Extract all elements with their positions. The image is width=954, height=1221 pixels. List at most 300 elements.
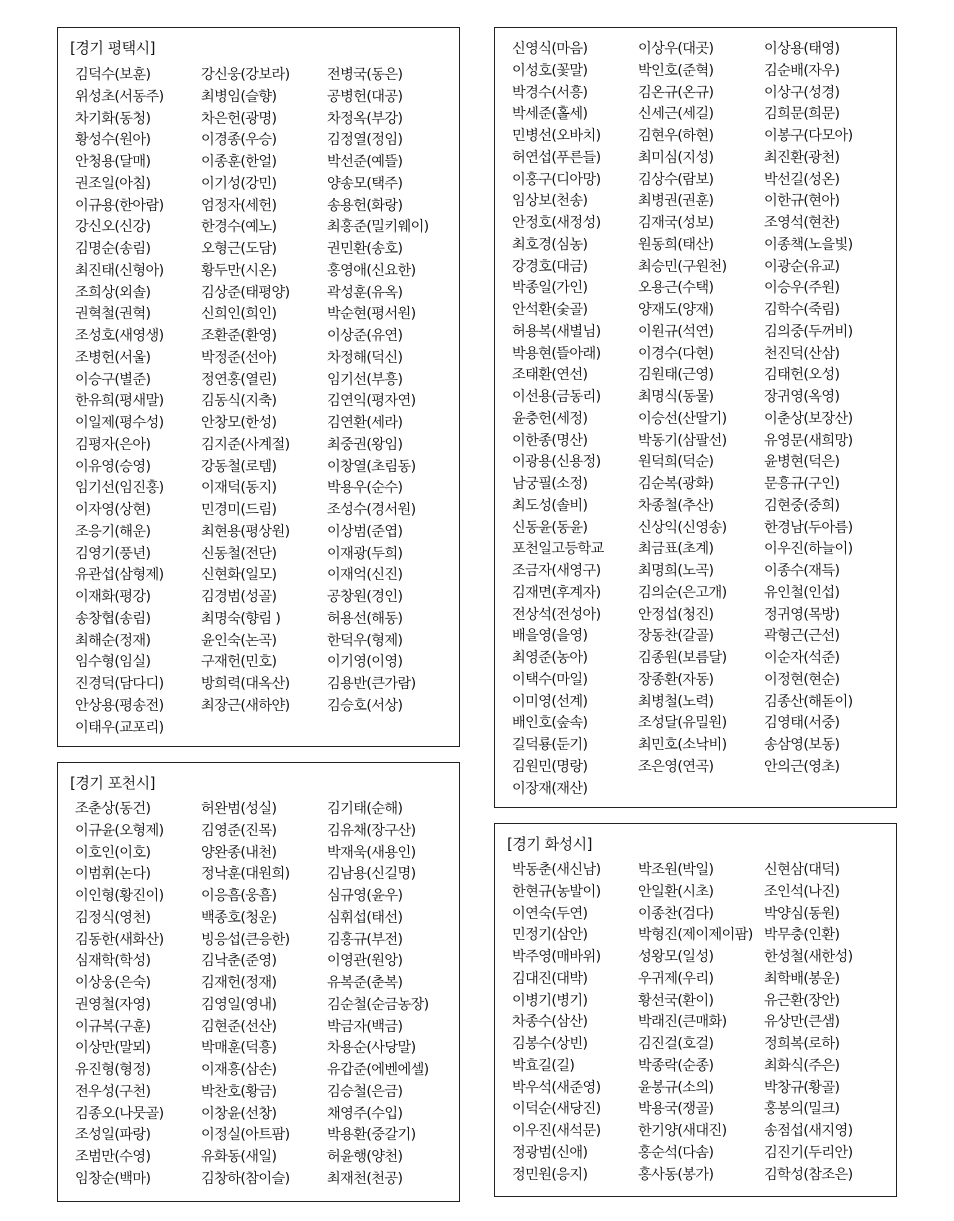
name-entry: 이인형(황진이) <box>75 888 164 904</box>
section-title: [경기 평택시] <box>70 39 155 57</box>
name-entry: 이택수(마일) <box>512 671 588 688</box>
name-entry: 박동기(삼팔선) <box>638 432 727 449</box>
name-entry: 이상만(말뫼) <box>75 1040 151 1057</box>
name-entry: 이자영(상현) <box>75 502 151 518</box>
name-entry: 김기태(순해) <box>327 801 403 817</box>
name-entry: 강경호(대금) <box>512 258 588 275</box>
name-entry: 이영관(원앙) <box>327 953 403 970</box>
name-entry: 이기성(강민) <box>201 175 277 192</box>
name-entry: 우귀제(우리) <box>638 970 714 987</box>
name-entry: 박주영(매바위) <box>512 949 601 965</box>
name-entry: 조병헌(서울) <box>75 349 151 366</box>
name-entry: 박인호(준혁) <box>638 62 714 79</box>
name-entry: 한유희(평새말) <box>75 393 164 410</box>
name-entry: 심재학(학성) <box>75 953 151 970</box>
name-entry: 심휘섭(태선) <box>327 909 403 926</box>
name-entry: 허완범(성실) <box>201 801 277 817</box>
name-entry: 허용선(해동) <box>327 610 403 627</box>
name-list <box>512 39 890 800</box>
name-entry: 김평자(은아) <box>75 436 151 453</box>
name-entry: 김종원(보름달) <box>638 650 727 666</box>
name-entry: 김순철(순금농장) <box>327 996 429 1013</box>
section-gyeonggi-pyeongtaek <box>57 27 460 747</box>
name-entry: 박래진(큰매화) <box>638 1014 727 1031</box>
name-entry: 김창하(참이슬) <box>201 1170 290 1187</box>
section-continued-list <box>494 27 897 808</box>
name-entry: 송삼영(보동) <box>764 737 840 753</box>
name-entry: 박조원(박일) <box>638 862 714 878</box>
name-entry: 이범휘(논다) <box>75 866 151 883</box>
name-entry: 김현우(하현) <box>638 128 714 144</box>
name-entry: 유관섭(삼형제) <box>75 567 164 584</box>
name-entry: 이재흥(삼손) <box>201 1062 277 1078</box>
name-entry: 엄정자(세헌) <box>201 197 277 214</box>
name-entry: 빙응섭(큰응한) <box>201 931 290 948</box>
name-list <box>512 860 890 1186</box>
name-entry: 김학성(참조은) <box>764 1166 853 1183</box>
name-entry: 최중권(왕임) <box>327 436 403 453</box>
name-entry: 최진태(신형아) <box>75 262 164 279</box>
name-entry: 차종수(삼산) <box>512 1014 588 1031</box>
name-entry: 조응기(해운) <box>75 523 151 540</box>
name-entry: 신희인(희인) <box>201 306 277 323</box>
name-entry: 김영일(영내) <box>201 996 277 1013</box>
name-entry: 이상범(준엽) <box>327 523 403 540</box>
name-entry: 김정열(정임) <box>327 132 403 149</box>
name-entry: 조태환(연선) <box>512 367 588 384</box>
name-entry: 신세근(세길) <box>638 106 714 123</box>
name-entry: 이한규(현아) <box>764 193 840 210</box>
name-entry: 김승철(은금) <box>327 1083 403 1100</box>
name-entry: 김남용(신길명) <box>327 866 416 883</box>
name-entry: 김영준(진목) <box>201 822 277 839</box>
name-entry: 최명식(동물) <box>638 389 714 405</box>
name-entry: 신현삼(대덕) <box>764 862 840 878</box>
name-entry: 김진기(두리안) <box>764 1144 853 1161</box>
name-entry: 문흥규(구인) <box>764 476 840 492</box>
name-entry: 신동윤(동윤) <box>512 519 588 536</box>
section-title: [경기 포천시] <box>70 774 155 792</box>
name-entry: 조성달(유밀원) <box>638 715 727 732</box>
name-entry: 양재도(양재) <box>638 302 714 318</box>
name-entry: 이정실(아트팜) <box>201 1127 290 1144</box>
name-entry: 권조일(아침) <box>75 175 151 192</box>
name-entry: 정희복(로하) <box>764 1036 840 1052</box>
name-entry: 조성일(파랑) <box>75 1127 151 1144</box>
name-entry: 전우성(구천) <box>75 1083 151 1100</box>
name-entry: 이재억(신진) <box>327 567 403 584</box>
name-entry: 배을영(을영) <box>512 628 588 645</box>
name-entry: 김유채(장구산) <box>327 822 416 839</box>
name-entry: 박재욱(새용인) <box>327 844 416 861</box>
name-entry: 채영주(수입) <box>327 1105 403 1122</box>
name-entry: 정광범(신애) <box>512 1144 588 1161</box>
name-entry: 최병철(노력) <box>638 693 714 710</box>
name-entry: 민정기(삼안) <box>512 927 588 944</box>
name-entry: 김연익(평자연) <box>327 393 416 410</box>
name-entry: 박용환(중갈기) <box>327 1127 416 1144</box>
name-entry: 유상만(큰샘) <box>764 1014 840 1031</box>
name-entry: 이종책(노을빛) <box>764 236 853 253</box>
name-entry: 박무충(인환) <box>764 927 840 944</box>
name-entry: 최영준(농아) <box>512 650 588 666</box>
name-entry: 신동철(전단) <box>201 545 277 562</box>
name-entry: 박경수(서흥) <box>512 84 588 101</box>
name-entry: 김종산(해돋이) <box>764 693 853 710</box>
name-entry: 송창협(송림) <box>75 610 151 627</box>
name-entry: 방희력(대옥산) <box>201 676 290 692</box>
name-entry: 윤봉규(소의) <box>638 1079 714 1096</box>
name-entry: 이상우(대곳) <box>638 41 714 57</box>
name-entry: 윤충헌(세정) <box>512 410 588 427</box>
name-entry: 민경미(드림) <box>201 502 277 518</box>
name-entry: 배인호(숲속) <box>512 715 588 732</box>
name-entry: 길덕룡(둔기) <box>512 737 588 753</box>
name-entry: 구재헌(민호) <box>201 654 277 671</box>
name-entry: 이병기(병기) <box>512 992 588 1009</box>
name-entry: 원동희(태산) <box>638 236 714 253</box>
name-entry: 김의중(두꺼비) <box>764 323 853 340</box>
name-entry: 곽성훈(유옥) <box>327 284 403 301</box>
name-entry: 정귀영(목방) <box>764 606 840 623</box>
name-entry: 이홍구(디아망) <box>512 171 601 188</box>
name-entry: 이한종(명산) <box>512 432 588 449</box>
name-entry: 박정준(선아) <box>201 349 277 366</box>
name-entry: 이유영(승영) <box>75 458 151 475</box>
name-entry: 이상용(태영) <box>764 41 840 57</box>
name-entry: 박순현(평서원) <box>327 306 416 323</box>
name-entry: 이응흠(웅흠) <box>201 888 277 904</box>
name-entry: 박용국(쟁골) <box>638 1101 714 1118</box>
name-entry: 이우진(새석문) <box>512 1123 601 1139</box>
name-entry: 홍사동(봉가) <box>638 1166 714 1183</box>
name-entry: 조성호(새영생) <box>75 328 164 344</box>
name-entry: 홍순석(다솜) <box>638 1144 714 1161</box>
name-entry: 김동한(새화산) <box>75 931 164 948</box>
name-entry: 박용현(뜰아래) <box>512 345 601 362</box>
name-entry: 최화식(주은) <box>764 1057 840 1074</box>
name-entry: 김의순(은고개) <box>638 584 727 601</box>
name-entry: 이창윤(선창) <box>201 1105 277 1122</box>
name-entry: 최호경(심농) <box>512 236 588 253</box>
name-entry: 남궁필(소정) <box>512 476 588 492</box>
name-entry: 최승민(구원천) <box>638 258 727 275</box>
name-entry: 유인철(인섭) <box>764 584 840 601</box>
name-entry: 허윤행(양천) <box>327 1149 403 1165</box>
name-entry: 김현중(중희) <box>764 497 840 514</box>
name-entry: 포천일고등학교 <box>512 541 604 558</box>
name-entry: 이기영(이영) <box>327 654 403 671</box>
name-entry: 이규윤(오형제) <box>75 822 164 839</box>
name-entry: 최병임(슬향) <box>201 88 277 105</box>
name-entry: 황선국(환이) <box>638 992 714 1009</box>
name-entry: 강동철(로템) <box>201 458 277 475</box>
name-entry: 백종호(청운) <box>201 909 277 926</box>
name-entry: 이원규(석연) <box>638 323 714 340</box>
name-entry: 이성호(꽃말) <box>512 62 588 79</box>
name-entry: 장종환(자동) <box>638 671 714 688</box>
name-entry: 이규용(한아람) <box>75 197 164 214</box>
name-entry: 최현용(평상원) <box>201 523 290 540</box>
name-entry: 성왕모(일성) <box>638 949 714 965</box>
name-entry: 이덕순(새당진) <box>512 1101 601 1118</box>
name-entry: 안창모(한성) <box>201 415 277 431</box>
name-entry: 이창열(초림동) <box>327 458 416 475</box>
name-entry: 이장재(재산) <box>512 780 588 797</box>
name-entry: 박종일(가인) <box>512 280 588 297</box>
name-entry: 최미심(지성) <box>638 149 714 166</box>
name-entry: 허연섭(푸른들) <box>512 149 601 166</box>
name-entry: 김현준(선산) <box>201 1018 277 1035</box>
section-gyeonggi-pocheon <box>57 762 460 1202</box>
name-entry: 이광순(유교) <box>764 258 840 275</box>
name-entry: 이경수(다현) <box>638 345 714 362</box>
name-entry: 강신웅(강보라) <box>201 67 290 83</box>
name-entry: 이재화(평강) <box>75 589 151 605</box>
name-entry: 안석환(숯골) <box>512 302 588 318</box>
name-entry: 조범만(수영) <box>75 1149 151 1165</box>
name-entry: 김원태(근영) <box>638 367 714 384</box>
name-entry: 신상익(신영송) <box>638 519 727 536</box>
name-entry: 권혁철(권혁) <box>75 306 151 323</box>
name-entry: 이규복(구훈) <box>75 1018 151 1035</box>
name-entry: 이재덕(동지) <box>201 480 277 497</box>
name-entry: 전병국(동은) <box>327 67 403 83</box>
name-entry: 오용근(수택) <box>638 280 714 297</box>
name-entry: 김태헌(오성) <box>764 367 840 384</box>
name-entry: 김동식(지축) <box>201 393 277 410</box>
name-entry: 이승구(별준) <box>75 371 151 388</box>
name-entry: 한경수(예노) <box>201 219 277 236</box>
name-entry: 차정옥(부강) <box>327 110 403 127</box>
name-entry: 김정식(영천) <box>75 909 151 926</box>
name-entry: 송점섭(새지영) <box>764 1123 853 1139</box>
name-entry: 송용헌(화랑) <box>327 197 403 214</box>
name-entry: 민병선(오바치) <box>512 128 601 144</box>
name-entry: 김재헌(정재) <box>201 975 277 991</box>
name-entry: 최재천(천공) <box>327 1170 403 1187</box>
name-entry: 이일제(평수성) <box>75 415 164 431</box>
name-entry: 권민환(송호) <box>327 241 403 257</box>
name-entry: 차종철(추산) <box>638 497 714 514</box>
name-entry: 박용우(순수) <box>327 480 403 497</box>
name-entry: 이호인(이호) <box>75 844 151 861</box>
name-entry: 심규영(윤우) <box>327 888 403 904</box>
name-entry: 최명희(노곡) <box>638 563 714 579</box>
name-entry: 이태우(교포리) <box>75 719 164 736</box>
name-entry: 박선준(예뜰) <box>327 154 403 170</box>
name-entry: 공병헌(대공) <box>327 88 403 105</box>
name-list <box>75 65 453 739</box>
name-entry: 김봉수(상빈) <box>512 1036 588 1052</box>
name-entry: 이상구(성경) <box>764 84 840 101</box>
name-entry: 양완종(내천) <box>201 844 277 861</box>
name-entry: 최홍준(밀키웨이) <box>327 219 429 236</box>
name-entry: 이종찬(검다) <box>638 905 714 922</box>
name-entry: 황성수(원아) <box>75 132 151 149</box>
name-entry: 김재국(성보) <box>638 215 714 231</box>
name-entry: 권영철(자영) <box>75 996 151 1013</box>
name-entry: 이상웅(은숙) <box>75 975 151 991</box>
name-entry: 조금자(새영구) <box>512 563 601 579</box>
name-entry: 유근환(장안) <box>764 992 840 1009</box>
name-entry: 안일환(시초) <box>638 883 714 900</box>
name-entry: 이재광(두희) <box>327 545 403 562</box>
name-entry: 이순자(석준) <box>764 650 840 666</box>
name-entry: 이춘상(보장산) <box>764 410 853 427</box>
name-entry: 김연환(세라) <box>327 415 403 431</box>
name-entry: 조환준(환영) <box>201 328 277 344</box>
name-entry: 김희문(희문) <box>764 106 840 123</box>
name-entry: 김명순(송림) <box>75 241 151 257</box>
name-entry: 김경범(성골) <box>201 589 277 605</box>
name-entry: 차은헌(광명) <box>201 110 277 127</box>
name-entry: 조희상(외솔) <box>75 284 151 301</box>
name-entry: 박매훈(덕흥) <box>201 1040 277 1057</box>
name-entry: 이연숙(두연) <box>512 905 588 922</box>
name-entry: 안정호(새정성) <box>512 215 601 231</box>
name-entry: 박금자(백금) <box>327 1018 403 1035</box>
name-entry: 김순배(자우) <box>764 62 840 79</box>
name-entry: 김영기(풍년) <box>75 545 151 562</box>
name-entry: 이경종(우승) <box>201 132 277 149</box>
name-entry: 김낙춘(준영) <box>201 953 277 970</box>
name-entry: 한성철(새한성) <box>764 949 853 965</box>
name-entry: 유갑준(에벤에셀) <box>327 1062 429 1078</box>
name-entry: 임기선(부흥) <box>327 371 403 388</box>
name-entry: 김대진(대박) <box>512 970 588 987</box>
name-entry: 전상석(전성아) <box>512 606 601 623</box>
name-entry: 김종오(나뭇골) <box>75 1105 164 1122</box>
name-entry: 최도성(솔비) <box>512 497 588 514</box>
name-entry: 공창원(경인) <box>327 589 403 605</box>
name-entry: 차기화(동청) <box>75 110 151 127</box>
name-entry: 조인석(나진) <box>764 883 840 900</box>
name-entry: 박우석(새준영) <box>512 1079 601 1096</box>
name-entry: 허용복(새별님) <box>512 323 601 340</box>
name-entry: 강신오(신강) <box>75 219 151 236</box>
name-entry: 최금표(초계) <box>638 541 714 558</box>
name-entry: 김지준(사계절) <box>201 436 290 453</box>
name-entry: 박창규(황골) <box>764 1079 840 1096</box>
name-entry: 이선용(금동리) <box>512 389 601 405</box>
name-entry: 윤인숙(논곡) <box>201 632 277 649</box>
name-entry: 박종락(순종) <box>638 1057 714 1074</box>
name-entry: 최민호(소낙비) <box>638 737 727 753</box>
name-entry: 안의근(영초) <box>764 758 840 775</box>
name-entry: 유진형(형정) <box>75 1062 151 1078</box>
name-entry: 최장근(새하얀) <box>201 697 290 714</box>
name-entry: 김상준(태평양) <box>201 284 290 301</box>
name-entry: 유복준(춘복) <box>327 975 403 991</box>
name-entry: 이종훈(한얼) <box>201 154 277 170</box>
name-entry: 유화동(새일) <box>201 1149 277 1165</box>
section-gyeonggi-hwaseong <box>494 823 897 1197</box>
name-entry: 안정섭(청진) <box>638 606 714 623</box>
name-entry: 한덕우(형제) <box>327 632 403 649</box>
name-entry: 이광용(신용정) <box>512 454 601 471</box>
name-entry: 임기선(임진홍) <box>75 480 164 497</box>
name-entry: 최학배(봉운) <box>764 970 840 987</box>
name-entry: 정연홍(열린) <box>201 371 277 388</box>
name-entry: 이승선(산딸기) <box>638 410 727 427</box>
name-entry: 이종수(재득) <box>764 563 840 579</box>
name-entry: 김덕수(보훈) <box>75 67 151 83</box>
name-entry: 이승우(주원) <box>764 280 840 297</box>
name-entry: 차정해(덕신) <box>327 349 403 366</box>
name-entry: 박선길(성온) <box>764 171 840 188</box>
name-entry: 김온규(온규) <box>638 84 714 101</box>
name-entry: 박세준(홀세) <box>512 106 588 123</box>
name-entry: 정낙훈(대원희) <box>201 866 290 883</box>
name-entry: 한현규(농발이) <box>512 883 601 900</box>
name-list <box>75 799 453 1191</box>
name-entry: 김재면(후계자) <box>512 584 601 601</box>
name-entry: 김홍규(부전) <box>327 931 403 948</box>
name-entry: 조성수(경서원) <box>327 502 416 518</box>
name-entry: 황두만(시온) <box>201 262 277 279</box>
name-entry: 김학수(죽림) <box>764 302 840 318</box>
name-entry: 신영식(마음) <box>512 41 588 57</box>
name-entry: 유영문(새희망) <box>764 432 853 449</box>
name-entry: 장귀영(옥영) <box>764 389 840 405</box>
name-entry: 박효길(길) <box>512 1057 575 1074</box>
name-entry: 오형근(도담) <box>201 241 277 257</box>
name-entry: 천진덕(산삼) <box>764 345 840 362</box>
name-entry: 윤병현(덕은) <box>764 454 840 471</box>
name-entry: 정민원(응지) <box>512 1166 588 1183</box>
name-entry: 임수형(임실) <box>75 654 151 671</box>
name-entry: 위성초(서동주) <box>75 88 164 105</box>
name-entry: 곽형근(근선) <box>764 628 840 645</box>
section-title: [경기 화성시] <box>507 835 592 853</box>
name-entry: 최병권(권훈) <box>638 193 714 210</box>
name-entry: 한기양(새대진) <box>638 1123 727 1139</box>
name-entry: 이정현(현순) <box>764 671 840 688</box>
name-entry: 김승호(서상) <box>327 697 403 714</box>
name-entry: 한경남(두아름) <box>764 519 853 536</box>
name-entry: 조영석(현찬) <box>764 215 840 231</box>
name-entry: 김용반(큰가람) <box>327 676 416 692</box>
name-entry: 조춘상(동건) <box>75 801 151 817</box>
name-entry: 원덕희(덕순) <box>638 454 714 471</box>
name-entry: 김영태(서중) <box>764 715 840 732</box>
name-entry: 김원민(명랑) <box>512 758 588 775</box>
name-entry: 임상보(천송) <box>512 193 588 210</box>
name-entry: 홍봉의(밀크) <box>764 1101 840 1118</box>
name-entry: 양송모(택주) <box>327 175 403 192</box>
name-entry: 장동찬(갈골) <box>638 628 714 645</box>
name-entry: 홍영애(신요한) <box>327 262 416 279</box>
name-entry: 김상수(람보) <box>638 171 714 188</box>
name-entry: 조은영(연곡) <box>638 758 714 775</box>
name-entry: 최해순(정재) <box>75 632 151 649</box>
name-entry: 김순복(광화) <box>638 476 714 492</box>
name-entry: 안청용(달매) <box>75 154 151 170</box>
name-entry: 박동춘(새신남) <box>512 862 601 878</box>
name-entry: 이봉구(다모아) <box>764 128 853 144</box>
name-entry: 안상용(평송전) <box>75 697 164 714</box>
name-entry: 신현화(일모) <box>201 567 277 584</box>
name-entry: 최명숙(향림 ) <box>201 610 281 627</box>
name-entry: 김진걸(호걸) <box>638 1036 714 1052</box>
name-entry: 박찬호(황금) <box>201 1083 277 1100</box>
name-entry: 이우진(하늘이) <box>764 541 853 558</box>
name-entry: 박형진(제이제이팜) <box>638 927 753 944</box>
name-entry: 이상준(유연) <box>327 328 403 344</box>
name-entry: 차용순(사당말) <box>327 1040 416 1057</box>
name-entry: 최진환(광천) <box>764 149 840 166</box>
